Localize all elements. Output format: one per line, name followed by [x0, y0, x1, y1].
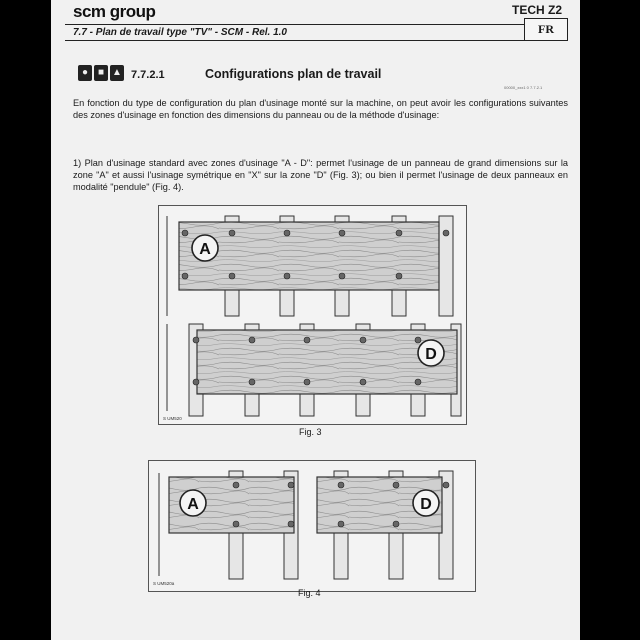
zone-a-label-fig4: A	[187, 496, 199, 513]
chapter-subtitle: 7.7 - Plan de travail type "TV" - SCM - Rel. 1.0	[73, 27, 287, 38]
config-paragraph: 1) Plan d'usinage standard avec zones d'usinage "A - D": permet l'usinage de un panneau de grand dimensions sur la zone "A" et aussi l'usinage symétrique en "X" sur la zone "D" (Fig. 3); ou bien il permet l'usinage de deux panneaux en modalité "pendule" (Fig. 4).	[73, 158, 568, 192]
operator-icon: ●	[78, 65, 92, 81]
figure-3-id: S UM520	[163, 416, 182, 421]
figure-3-caption: Fig. 3	[299, 427, 322, 437]
header-rule-bottom	[65, 40, 568, 41]
figure-4-id: S UM520a	[153, 581, 175, 586]
section-ref: 00000_xxx1 0 7.7.2.1	[504, 85, 543, 90]
header-rule-top	[65, 24, 568, 25]
figure-3	[158, 205, 467, 425]
section-title: Configurations plan de travail	[205, 67, 382, 81]
figure-4-caption: Fig. 4	[298, 588, 321, 598]
technician-icon: ■	[94, 65, 108, 81]
intro-paragraph: En fonction du type de configuration du plan d'usinage monté sur la machine, on peut avoir les configurations suivantes des zones d'usinage en fonction des dimensions du panneau ou de la méthode d'usinage:	[73, 98, 568, 120]
figure-3-drawing	[159, 206, 466, 424]
zone-d-label-fig4: D	[420, 496, 432, 513]
figure-4-drawing	[149, 461, 475, 591]
language-badge: FR	[524, 18, 568, 41]
operator-icons	[78, 65, 124, 81]
brand-logo: scm group	[73, 2, 156, 21]
zone-d-label: D	[425, 346, 437, 363]
doc-code: TECH Z2	[511, 3, 562, 17]
figure-4	[148, 460, 476, 592]
zone-a-label: A	[199, 241, 211, 258]
section-number: 7.7.2.1	[131, 69, 165, 81]
manual-page	[51, 0, 580, 640]
maintenance-icon: ▲	[110, 65, 124, 81]
